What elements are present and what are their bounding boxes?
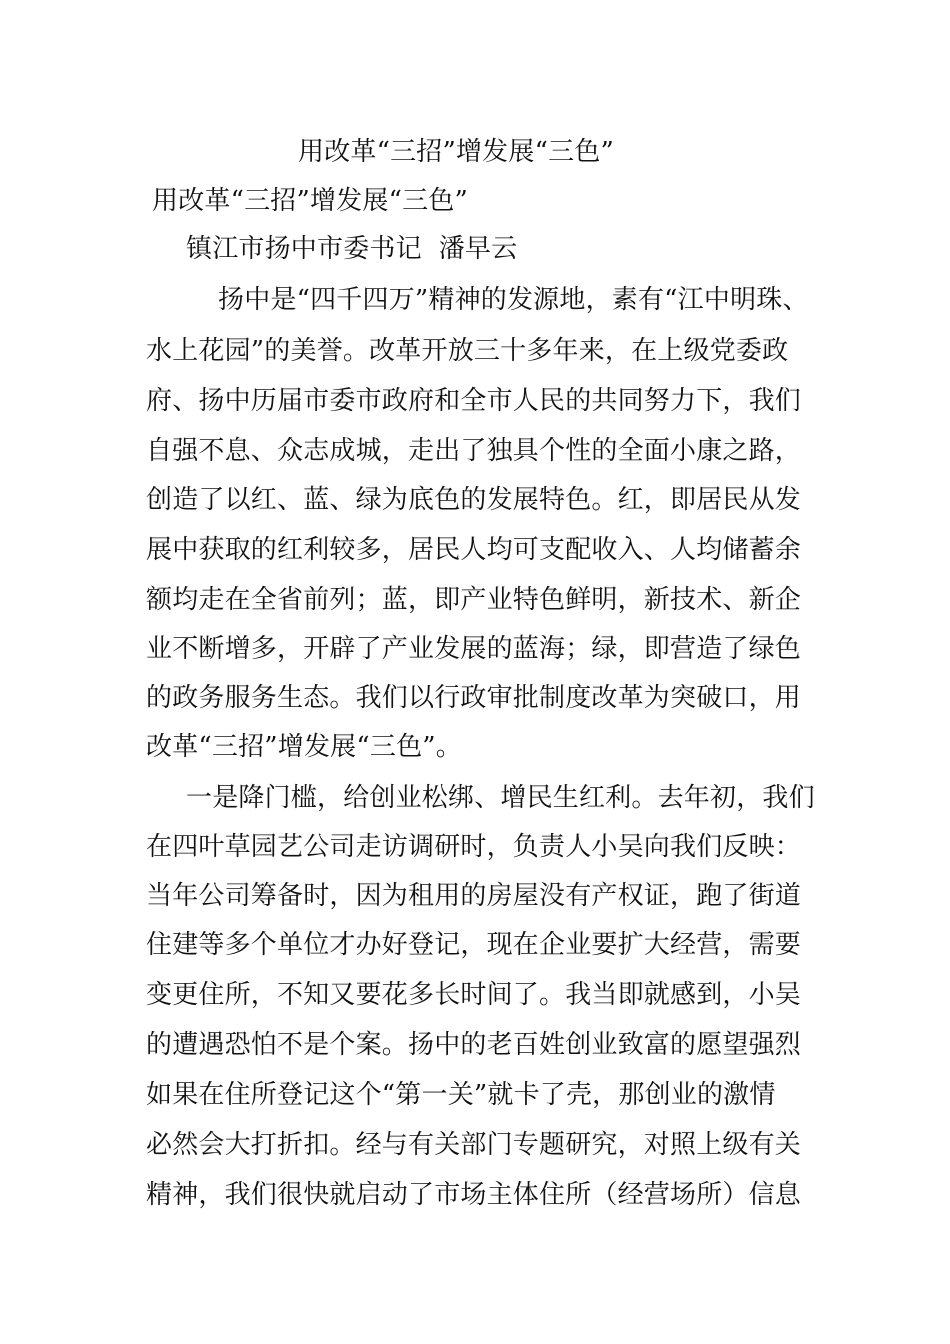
text-line: 创造了以红、蓝、绿为底色的发展特色。红，即居民从发 xyxy=(146,485,802,515)
text-line: 变更住所，不知又要花多长时间了。我当即就感到，小吴 xyxy=(146,980,802,1010)
text-line: 必然会大打折扣。经与有关部门专题研究，对照上级有关 xyxy=(146,1130,802,1160)
text-line: 当年公司筹备时，因为租用的房屋没有产权证，跑了街道 xyxy=(146,881,802,911)
text-line: 业不断增多，开辟了产业发展的蓝海；绿，即营造了绿色 xyxy=(146,634,802,664)
text-line: 精神，我们很快就启动了市场主体住所（经营场所）信息 xyxy=(146,1180,802,1210)
document-author: 镇江市扬中市委书记 潘早云 xyxy=(186,234,518,264)
text-line: 额均走在全省前列；蓝，即产业特色鲜明，新技术、新企 xyxy=(146,585,802,615)
text-line: 的政务服务生态。我们以行政审批制度改革为突破口，用 xyxy=(146,683,802,713)
document-subtitle: 用改革“三招”增发展“三色” xyxy=(152,186,468,216)
text-line: 水上花园”的美誉。改革开放三十多年来，在上级党委政 xyxy=(146,336,789,366)
text-line: 在四叶草园艺公司走访调研时，负责人小吴向我们反映： xyxy=(146,832,802,862)
text-line: 的遭遇恐怕不是个案。扬中的老百姓创业致富的愿望强烈 xyxy=(146,1030,802,1060)
text-line: 改革“三招”增发展“三色”。 xyxy=(146,732,462,762)
text-line: 府、扬中历届市委市政府和全市人民的共同努力下，我们 xyxy=(146,386,802,416)
text-line: 一是降门槛，给创业松绑、增民生红利。去年初，我们 xyxy=(186,783,815,813)
text-line: 自强不息、众志成城，走出了独具个性的全面小康之路， xyxy=(146,436,802,466)
text-line: 住建等多个单位才办好登记，现在企业要扩大经营，需要 xyxy=(146,930,802,960)
document-title: 用改革“三招”增发展“三色” xyxy=(298,137,614,167)
text-line: 扬中是“四千四万”精神的发源地，素有“江中明珠、 xyxy=(218,285,809,315)
text-line: 如果在住所登记这个“第一关”就卡了壳，那创业的激情 xyxy=(146,1080,776,1110)
text-line: 展中获取的红利较多，居民人均可支配收入、人均储蓄余 xyxy=(146,535,802,565)
